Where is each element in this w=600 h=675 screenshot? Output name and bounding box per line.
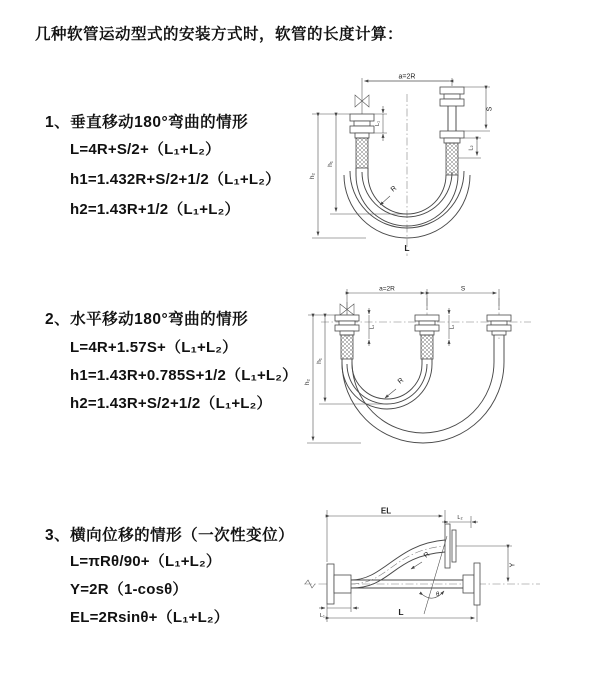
dimension-s [464,87,494,131]
diagram-lateral-displacement [296,502,548,648]
dim-label-a2r: a=2R [398,73,416,81]
right-fitting [440,87,464,175]
dim-label-s: S [460,285,466,293]
dim-label-h2: h₂ [304,378,311,386]
dim-label-l2: L₂ [468,145,475,151]
section-1-heading: 1、垂直移动180°弯曲的情形 [45,114,249,131]
left-flange [327,564,351,604]
dim-label-l1: L₁ [320,613,325,619]
dim-label-l1: L₁ [375,121,381,126]
radius-callout [385,377,405,398]
dim-label-length: L [404,243,410,253]
right-fitting-moved [487,315,511,335]
displaced-flange [445,524,450,568]
valve-icon [355,93,369,114]
dimension-length [327,604,477,622]
dim-label-r: R [422,550,432,560]
braided-hose-section [356,138,368,168]
section-3-formula-L: L=πRθ/90+（L₁+L₂） [70,553,222,570]
section-1-formula-h1: h1=1.432R+S/2+1/2（L₁+L₂） [70,171,281,188]
diagram-vertical-180-bend [300,70,530,260]
dim-label-h1: h₁ [327,161,334,167]
dimension-l1 [319,593,359,619]
displaced-flange-plate [452,530,456,562]
section-2-formula-h1: h1=1.43R+0.785S+1/2（L₁+L₂） [70,367,298,384]
radius-callout [380,185,398,205]
dim-label-theta: θ [436,592,440,598]
radius-callout [411,551,431,569]
section-2-formula-L: L=4R+1.57S+（L₁+L₂） [70,339,238,356]
section-3-formula-Y: Y=2R（1-cosθ） [70,581,188,598]
dimension-a2r [362,74,452,94]
dim-label-a2r: a=2R [379,285,395,293]
diagram-horizontal-180-bend [303,282,539,450]
section-1-formula-L: L=4R+S/2+（L₁+L₂） [70,141,221,158]
dim-label-l2: L₂ [457,515,463,521]
dimension-a2r [347,286,499,311]
dim-label-length: L [398,607,404,617]
angle-theta [423,536,447,614]
braided-hose-section [341,335,353,359]
page-title: 几种软管运动型式的安装方式时，软管的长度计算： [35,26,404,43]
middle-fitting [415,315,439,359]
dimension-l2 [458,138,481,158]
dimension-l1 [369,308,376,346]
displaced-hose [351,524,456,588]
section-3-formula-EL: EL=2Rsinθ+（L₁+L₂） [70,609,229,626]
dim-label-s: S [486,106,494,112]
section-2-heading: 2、水平移动180°弯曲的情形 [45,311,249,328]
dim-label-l2: L₂ [449,324,456,330]
section-2-formula-h2: h2=1.43R+S/2+1/2（L₁+L₂） [70,395,272,412]
dim-label-y: Y [509,562,517,568]
dimension-l1 [374,106,387,141]
left-fitting [335,315,359,359]
braided-hose-section [446,143,458,175]
dimension-l2 [449,308,456,346]
dim-label-h2: h₂ [309,172,316,180]
valve-icon [340,303,354,315]
dim-label-h1: h₁ [316,358,323,364]
dim-label-r: R [396,376,406,386]
braided-hose-section [421,335,433,359]
section-1-formula-h2: h2=1.43R+1/2（L₁+L₂） [70,201,240,218]
dim-label-r: R [389,184,399,194]
dim-label-el: EL [380,506,392,516]
dim-label-l1: L₁ [369,324,376,330]
left-fitting [350,114,374,168]
section-3-heading: 3、横向位移的情形（一次性变位） [45,527,295,544]
